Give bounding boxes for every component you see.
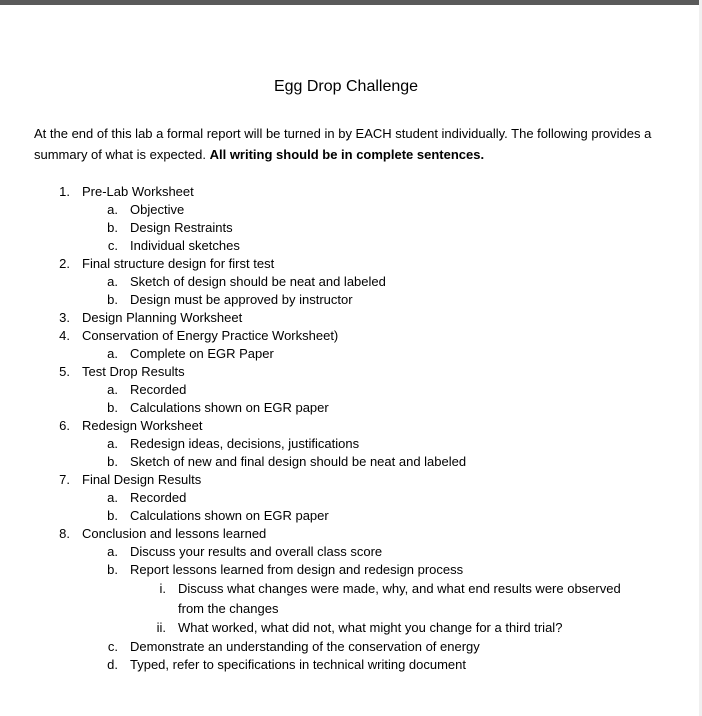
list-marker: 5.: [59, 364, 70, 379]
list-item: [0, 507, 700, 525]
list-item-text: Test Drop Results: [82, 364, 185, 379]
list-item-text: Calculations shown on EGR paper: [130, 400, 329, 415]
intro-paragraph: [34, 123, 674, 165]
list-marker: a.: [107, 274, 118, 289]
list-item-text: from the changes: [178, 600, 279, 616]
list-marker: a.: [107, 436, 118, 451]
list-item-text: Pre-Lab Worksheet: [82, 184, 194, 199]
list-item: [0, 363, 700, 381]
list-item: [0, 453, 700, 471]
list-marker: 1.: [59, 184, 70, 199]
list-marker: b.: [107, 508, 118, 523]
list-item-text: Design must be approved by instructor: [130, 292, 353, 307]
window-top-bar: [0, 0, 702, 5]
list-item-text: Conclusion and lessons learned: [82, 526, 267, 541]
list-item-text: Design Planning Worksheet: [82, 310, 243, 325]
list-marker: a.: [107, 544, 118, 559]
list-item: [0, 237, 700, 255]
list-item-text: Design Restraints: [130, 220, 233, 235]
list-item-text: Recorded: [130, 490, 187, 505]
intro-bold-text: All writing should be in complete sentences.: [209, 147, 485, 162]
list-item: [0, 579, 700, 599]
list-item: [0, 618, 700, 638]
list-marker: a.: [107, 202, 118, 217]
list-item: [0, 638, 700, 656]
list-marker: c.: [107, 638, 118, 654]
list-marker: 6.: [59, 418, 70, 433]
list-item: [0, 417, 700, 435]
list-marker: a.: [107, 382, 118, 397]
list-item: [0, 219, 700, 237]
list-marker: d.: [107, 656, 118, 672]
list-marker: b.: [107, 454, 118, 469]
list-item-text: Final structure design for first test: [82, 256, 275, 271]
list-marker: b.: [107, 400, 118, 415]
list-item-text: Individual sketches: [130, 238, 240, 253]
list-item: [0, 183, 700, 201]
list-item-text: Recorded: [130, 382, 187, 397]
list-item-text: What worked, what did not, what might you change for a third trial?: [178, 620, 563, 635]
list-item-text: Redesign ideas, decisions, justifications: [130, 436, 360, 451]
list-item-text: Complete on EGR Paper: [130, 346, 274, 361]
list-item: [0, 291, 700, 309]
list-marker: b.: [107, 292, 118, 307]
list-marker: c.: [107, 238, 118, 253]
list-item: [0, 489, 700, 507]
intro-text: At the end of this lab a formal report will be turned in by EACH student individually. The following provides a summary of what is expected.: [34, 126, 652, 162]
page-title: Egg Drop Challenge: [273, 78, 419, 95]
list-item: [0, 345, 700, 363]
list-item-text: Calculations shown on EGR paper: [130, 508, 329, 523]
list-item-text: Demonstrate an understanding of the conservation of energy: [130, 638, 480, 654]
list-item: [0, 471, 700, 489]
list-item-text: Redesign Worksheet: [82, 418, 203, 433]
list-item: [0, 599, 700, 619]
list-item: [0, 399, 700, 417]
list-item-text: Sketch of new and final design should be neat and labeled: [130, 454, 467, 469]
list-item: [0, 273, 700, 291]
list-marker: 3.: [59, 310, 70, 325]
list-item: [0, 309, 700, 327]
list-item-text: Objective: [130, 202, 185, 217]
list-marker: b.: [107, 220, 118, 235]
list-item-text: Conservation of Energy Practice Worksheet): [82, 328, 339, 343]
list-item: [0, 255, 700, 273]
list-item-text: Sketch of design should be neat and labeled: [130, 274, 386, 289]
list-marker: a.: [107, 490, 118, 505]
list-item: [0, 327, 700, 345]
requirements-list: [0, 183, 700, 674]
list-marker: a.: [107, 346, 118, 361]
list-item: [0, 381, 700, 399]
list-item-text: Discuss what changes were made, why, and what end results were observed: [178, 581, 621, 596]
list-item-text: Final Design Results: [82, 472, 202, 487]
list-marker: i.: [159, 581, 166, 596]
list-item: [0, 201, 700, 219]
list-marker: b.: [107, 562, 118, 577]
list-item-text: Discuss your results and overall class score: [130, 544, 383, 559]
list-item: [0, 656, 700, 674]
list-item: [0, 435, 700, 453]
list-marker: 4.: [59, 328, 70, 343]
list-item: [0, 561, 700, 579]
list-marker: 2.: [59, 256, 70, 271]
list-marker: 8.: [59, 526, 70, 541]
list-item: [0, 543, 700, 561]
list-item: [0, 525, 700, 543]
list-item-text: Report lessons learned from design and redesign process: [130, 562, 464, 577]
list-item-text: Typed, refer to specifications in technical writing document: [130, 656, 467, 672]
list-marker: 7.: [59, 472, 70, 487]
list-marker: ii.: [156, 620, 166, 635]
